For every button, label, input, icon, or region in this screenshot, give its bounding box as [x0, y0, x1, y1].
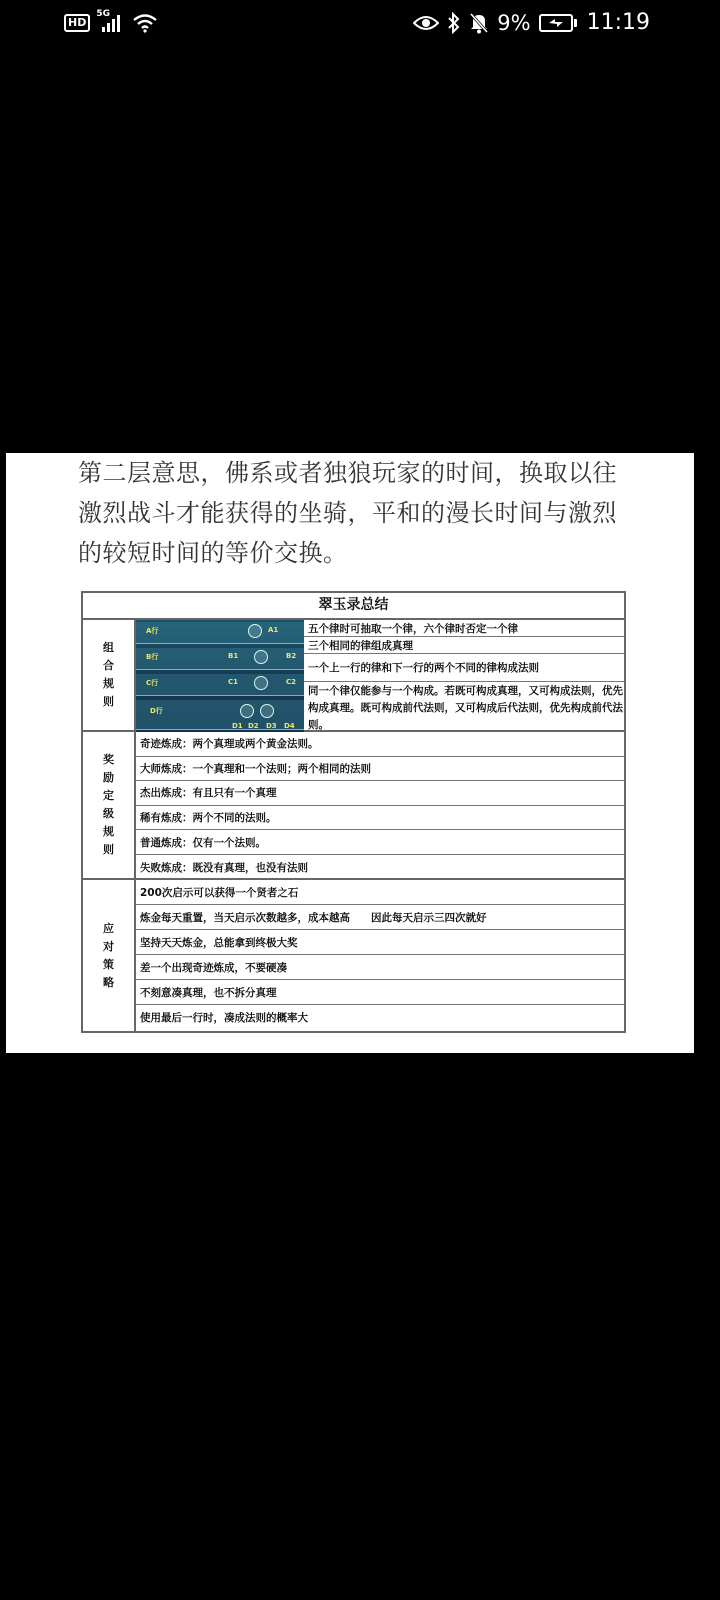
- network-type: 5G: [96, 9, 110, 19]
- table-row: 五个律时可抽取一个律，六个律时否定一个律: [304, 620, 624, 637]
- eye-icon: [413, 14, 439, 32]
- image-label: C2: [286, 678, 297, 686]
- cellular-signal-icon: [96, 9, 126, 34]
- table-row: 失败炼成：既没有真理，也没有法则: [140, 861, 308, 874]
- table-row: 同一个律仅能参与一个构成。若既可构成真理，又可构成法则，优先构成真理。既可构成前代法则，又可构成后代法则，优先构成前代法则。: [308, 685, 623, 731]
- table-title: 翠玉录总结: [83, 593, 624, 620]
- battery-percent: 9%: [497, 10, 531, 35]
- rune-node-icon: [254, 650, 268, 664]
- status-bar: [0, 0, 720, 48]
- table-row: 不刻意凑真理，也不拆分真理: [136, 980, 624, 1005]
- image-label: C行: [146, 679, 159, 687]
- hd-badge: HD: [64, 14, 90, 32]
- section-reward-rating-rules: [83, 732, 624, 880]
- image-label: B2: [286, 652, 297, 660]
- section-label: 奖 励 定 级 规 则: [83, 732, 136, 878]
- bluetooth-icon: [447, 12, 461, 34]
- wifi-icon: [132, 13, 158, 33]
- image-label: C1: [228, 678, 239, 686]
- table-row: 炼金每天重置，当天启示次数越多，成本越高 因此每天启示三四次就好: [136, 905, 624, 930]
- image-label: D4: [284, 722, 295, 730]
- image-label: D3: [266, 722, 277, 730]
- article-image[interactable]: [6, 453, 694, 1053]
- image-label: D1: [232, 722, 243, 730]
- table-row: 坚持天天炼金，总能拿到终极大奖: [136, 930, 624, 955]
- charging-icon: [541, 16, 571, 30]
- rune-node-icon: [260, 704, 274, 718]
- rune-node-icon: [254, 676, 268, 690]
- bell-muted-icon: [469, 12, 489, 34]
- summary-table: [81, 591, 626, 1033]
- image-label: B1: [228, 652, 239, 660]
- rune-node-icon: [240, 704, 254, 718]
- table-row: 差一个出现奇迹炼成，不要硬凑: [136, 955, 624, 980]
- article-paragraph: 第二层意思，佛系或者独狼玩家的时间，换取以往激烈战斗才能获得的坐骑，平和的漫长时间与激烈的较短时间的等价交换。: [78, 459, 617, 567]
- table-row: 三个相同的律组成真理: [304, 637, 624, 654]
- image-label: B行: [146, 653, 159, 661]
- section-combination-rules: [83, 620, 624, 732]
- section-strategy: [83, 880, 624, 1031]
- section-label: 组 合 规 则: [83, 620, 136, 730]
- table-row: 使用最后一行时，凑成法则的概率大: [140, 1011, 308, 1024]
- table-row: 大师炼成：一个真理和一个法则；两个相同的法则: [136, 757, 624, 782]
- game-screenshot: [136, 620, 304, 732]
- table-row: 一个上一行的律和下一行的两个不同的律构成法则: [304, 654, 624, 682]
- status-left: [64, 9, 158, 34]
- status-right: [413, 10, 650, 35]
- image-label: A行: [146, 627, 159, 635]
- table-row: 杰出炼成：有且只有一个真理: [136, 781, 624, 806]
- image-label: D2: [248, 722, 259, 730]
- clock: 11:19: [586, 10, 650, 35]
- rune-node-icon: [248, 624, 262, 638]
- table-row: 奇迹炼成：两个真理或两个黄金法则。: [136, 732, 624, 757]
- table-row: 稀有炼成：两个不同的法则。: [136, 806, 624, 831]
- table-row: 普通炼成：仅有一个法则。: [136, 830, 624, 855]
- image-label: D行: [150, 707, 163, 715]
- section-label: 应 对 策 略: [83, 880, 136, 1031]
- battery-icon: [539, 14, 577, 32]
- image-label: A1: [268, 626, 279, 634]
- table-row: 200次启示可以获得一个贤者之石: [136, 880, 624, 905]
